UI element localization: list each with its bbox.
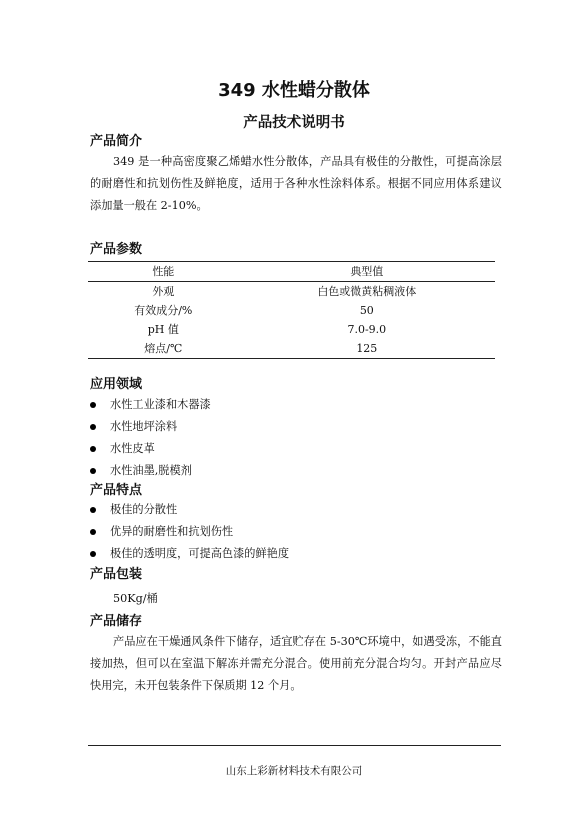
list-item — [90, 521, 289, 543]
list-item-label: 水性油墨,脱模剂 — [110, 464, 192, 477]
table-cell-value: 50 — [359, 304, 374, 317]
table-cell-value: 7.0-9.0 — [347, 323, 387, 336]
list-item-label: 极佳的透明度，可提高色漆的鲜艳度 — [110, 547, 290, 560]
table-cell-property: 熔点/℃ — [88, 339, 239, 359]
list-item — [90, 543, 289, 565]
table-row — [88, 301, 495, 320]
list-item-label: 水性工业漆和木器漆 — [110, 398, 211, 411]
document-subtitle: 产品技术说明书 — [243, 115, 345, 131]
table-header-value: 典型值 — [239, 262, 495, 282]
list-item — [90, 460, 211, 482]
section-heading-applications: 应用领域 — [90, 377, 143, 392]
table-cell-value: 白色或微黄粘稠液体 — [317, 285, 417, 298]
intro-paragraph: 349 是一种高密度聚乙烯蜡水性分散体，产品具有极佳的分散性，可提高涂层的耐磨性和抗划伤性及鲜艳度，适用于各种水性涂料体系。根据不同应用体系建议添加量一般在 2-10%。 — [90, 155, 502, 212]
list-item — [90, 499, 289, 521]
table-cell-property: 外观 — [152, 285, 175, 298]
section-heading-intro: 产品简介 — [90, 134, 143, 149]
table-cell-property: 有效成分/% — [134, 304, 193, 317]
list-item — [90, 438, 211, 460]
bullet-icon — [90, 551, 96, 557]
footer-divider — [88, 745, 501, 746]
table-cell-property: pH 值 — [147, 323, 179, 336]
features-list — [90, 499, 289, 565]
table-header-row — [88, 262, 495, 282]
footer-company: 山东上彩新材料技术有限公司 — [225, 765, 363, 777]
list-item-label: 优异的耐磨性和抗划伤性 — [110, 525, 234, 538]
bullet-icon — [90, 507, 96, 513]
section-heading-params: 产品参数 — [90, 242, 143, 257]
table-row — [88, 320, 495, 339]
packaging-text: 50Kg/桶 — [113, 592, 158, 605]
bullet-icon — [90, 446, 96, 452]
bullet-icon — [90, 402, 96, 408]
document-title: 349 水性蜡分散体 — [218, 80, 370, 101]
section-heading-features: 产品特点 — [90, 483, 143, 498]
bullet-icon — [90, 424, 96, 430]
params-table — [88, 261, 495, 359]
section-heading-storage: 产品储存 — [90, 614, 143, 629]
list-item-label: 水性地坪涂料 — [110, 420, 178, 433]
list-item-label: 极佳的分散性 — [110, 503, 178, 516]
section-heading-packaging: 产品包装 — [90, 567, 143, 582]
table-cell-value: 125 — [239, 339, 495, 359]
list-item-label: 水性皮革 — [110, 442, 155, 455]
table-row — [88, 282, 495, 302]
table-row — [88, 339, 495, 359]
list-item — [90, 416, 211, 438]
list-item — [90, 394, 211, 416]
storage-paragraph: 产品应在干燥通风条件下储存，适宜贮存在 5-30℃环境中，如遇受冻，不能直接加热，但可以在室温下解冻并需充分混合。使用前充分混合均匀。开封产品应尽快用完，未开包装条件下保质期 12 个月。 — [90, 635, 502, 692]
table-header-property: 性能 — [88, 262, 239, 282]
bullet-icon — [90, 468, 96, 474]
applications-list — [90, 394, 211, 482]
bullet-icon — [90, 529, 96, 535]
